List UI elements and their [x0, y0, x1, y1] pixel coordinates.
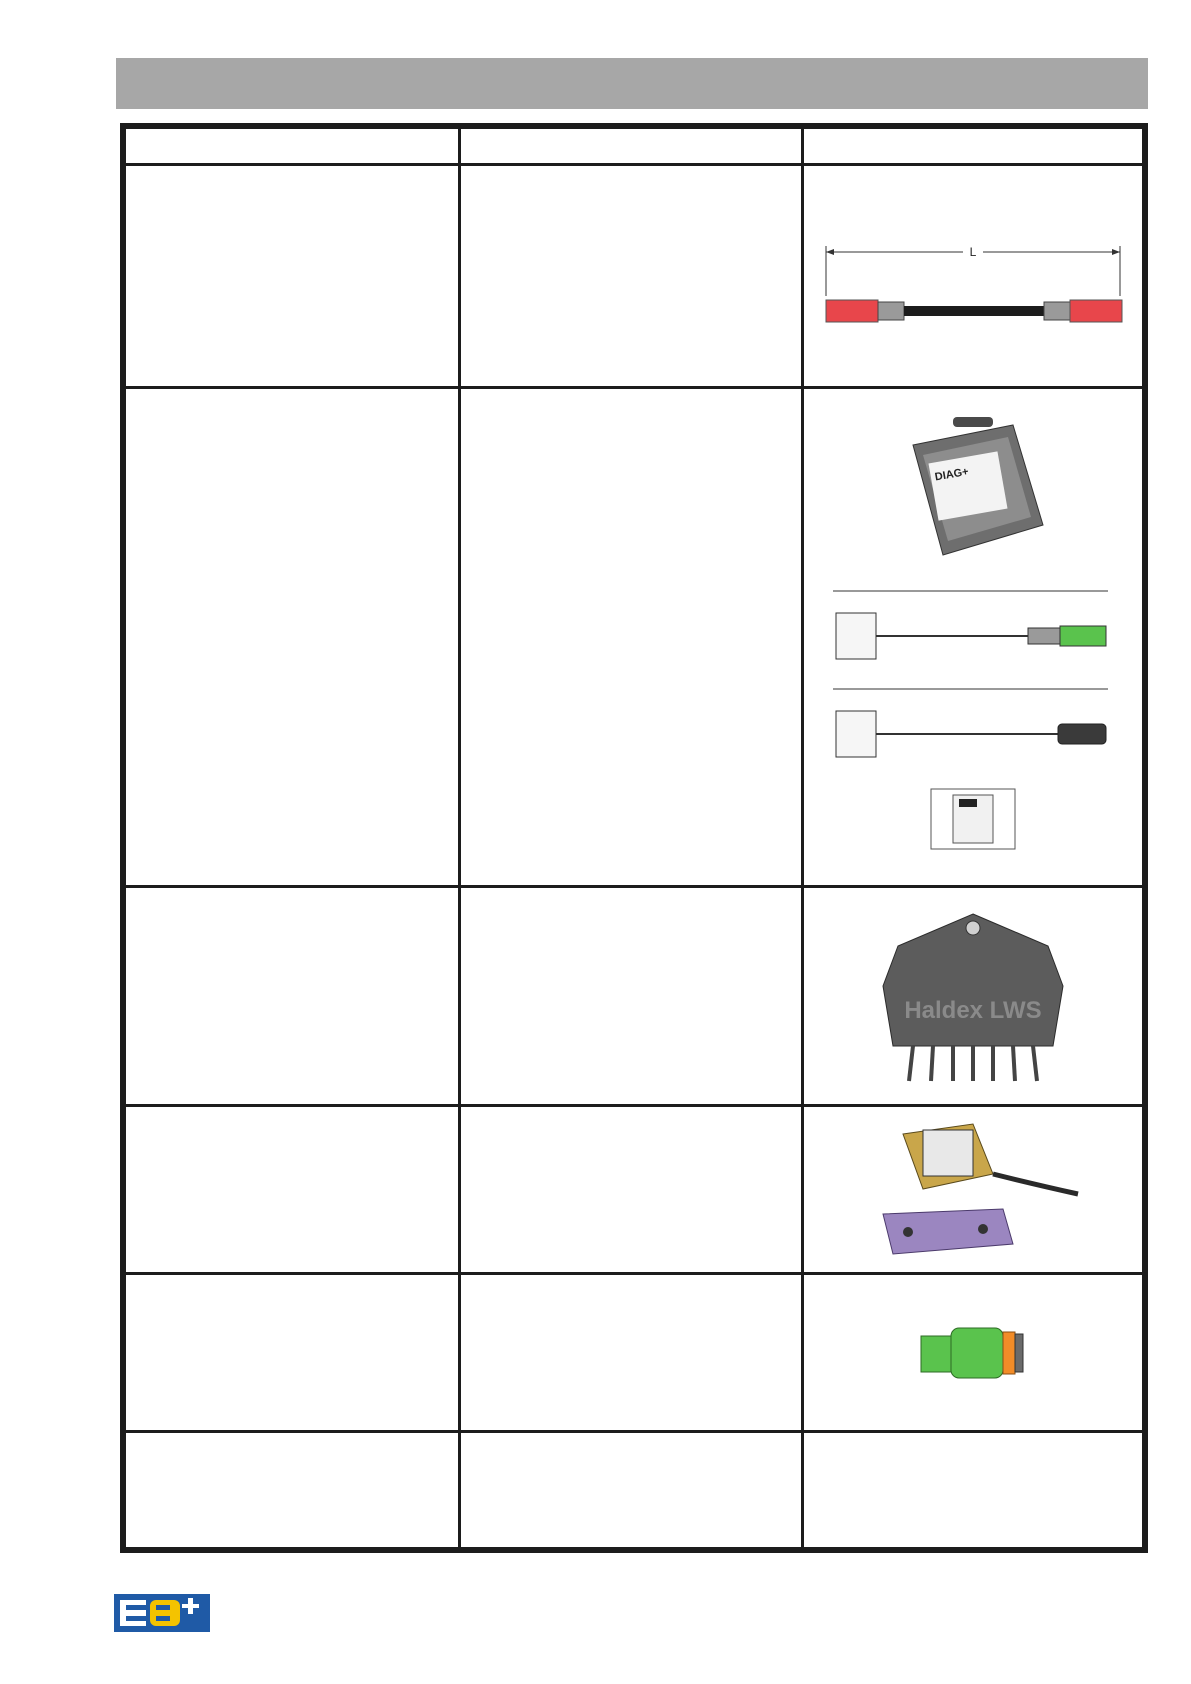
table-row: [123, 1105, 1145, 1274]
cell-description: [123, 886, 460, 1105]
diag-cable-round-image: [828, 681, 1118, 771]
diag-adapter-image: [923, 779, 1023, 859]
diag-case-label: DIAG+: [934, 465, 970, 484]
green-connector-image: [913, 1318, 1033, 1388]
column-header: [460, 126, 803, 164]
cell-description: [123, 1431, 460, 1550]
cell-figure: [803, 1105, 1145, 1274]
column-header: [123, 126, 460, 164]
cell-part-number: [460, 1274, 803, 1432]
lws-brand-text: Haldex LWS: [904, 996, 1042, 1024]
lws-sensor-image: [873, 906, 1073, 1086]
cell-part-number: [460, 387, 803, 886]
cell-figure: [803, 387, 1145, 886]
table-row: [123, 1274, 1145, 1432]
cell-description: [123, 1274, 460, 1432]
cell-description: [123, 387, 460, 886]
table-row: [123, 387, 1145, 886]
table-row: [123, 164, 1145, 387]
header-bar: [116, 58, 1148, 109]
cell-figure: [803, 886, 1145, 1105]
column-header: [803, 126, 1145, 164]
diag-case-image: [893, 415, 1053, 575]
diag-cable-green-image: [828, 583, 1118, 673]
cell-description: [123, 1105, 460, 1274]
cell-part-number: [460, 1105, 803, 1274]
cell-figure: [803, 164, 1145, 387]
height-sensor-image: [863, 1114, 1083, 1264]
cell-figure: [803, 1274, 1145, 1432]
cell-description: [123, 164, 460, 387]
cell-part-number: [460, 886, 803, 1105]
table-header-row: [123, 126, 1145, 164]
eb-plus-logo: [114, 1594, 210, 1632]
cell-part-number: [460, 164, 803, 387]
cell-figure: [803, 1431, 1145, 1550]
cell-part-number: [460, 1431, 803, 1550]
dimension-label: L: [969, 244, 977, 259]
table-row: [123, 1431, 1145, 1550]
cable-assembly-image: [818, 226, 1128, 326]
table-row: [123, 886, 1145, 1105]
parts-table: [120, 123, 1148, 1553]
